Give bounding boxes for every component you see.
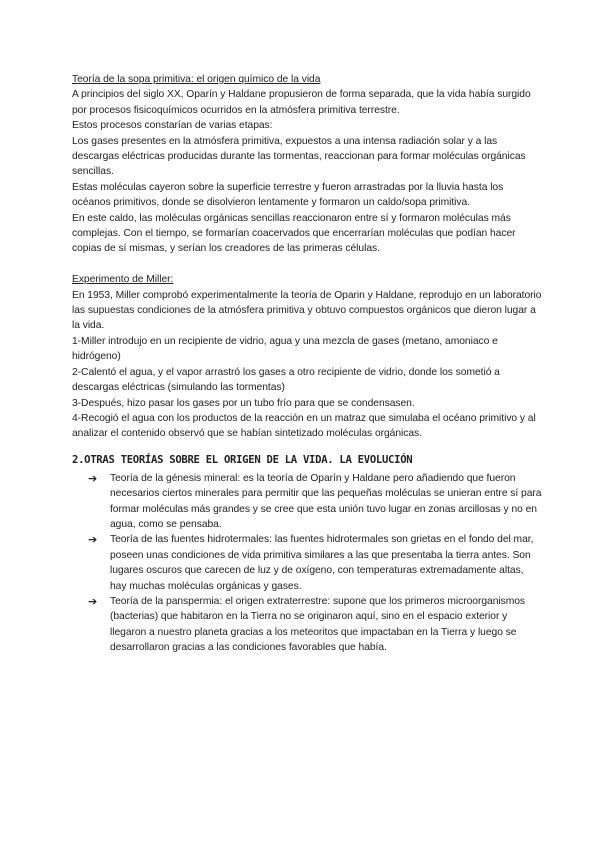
- arrow-bullet-icon: ➔: [88, 533, 98, 547]
- arrow-bullet-icon: ➔: [88, 471, 98, 485]
- section-2-title: 2.OTRAS TEORÍAS SOBRE EL ORIGEN DE LA VIDA. LA EVOLUCIÓN: [72, 453, 413, 466]
- list-item: [72, 532, 542, 594]
- sopa-paragraph-1: A principios del siglo XX, Oparín y Haldane propusieron de forma separada, que la vida había surgido por procesos fisicoquímicos ocurridos en la atmósfera primitiva terrestre.: [72, 89, 531, 116]
- miller-heading: Experimento de Miller:: [72, 274, 174, 286]
- sopa-paragraph-2: Estos procesos constarían de varias etapas:: [72, 120, 273, 132]
- theory-genesis-mineral: Teoría de la génesis mineral: es la teoría de Oparín y Haldane pero añadiendo que fueron necesarios ciertos minerales para permitir que las pequeñas moléculas se unieran entre sí para formar moléculas más grandes y se cree que esta unión tuvo lugar en zonas arcillosas y no en agua, como se pensaba.: [110, 472, 542, 530]
- arrow-bullet-icon: ➔: [88, 594, 98, 608]
- miller-step-3: 3-Después, hizo pasar los gases por un tubo frío para que se condensasen.: [72, 397, 415, 409]
- miller-step-2: 2-Calentó el agua, y el vapor arrastró los gases a otro recipiente de vidrio, donde los sometió a descargas eléctricas (simulando las tormentas): [72, 366, 500, 394]
- document-body: [72, 72, 542, 656]
- theory-panspermia: Teoría de la panspermia: el origen extraterrestre: supone que los primeros microorganismos (bacterias) que habitaron en la Tierra no se originaron aquí, sino en el espacio exterior y llegaron a nuestro planeta gracias a los meteoritos que impactaban en la Tierra y luego se desarrollaron gracias a las condiciones favorables que había.: [110, 595, 526, 654]
- list-item: [72, 471, 542, 533]
- sopa-heading: Teoría de la sopa primitiva: el origen químico de la vida: [72, 74, 321, 85]
- paragraph-spacer: [72, 257, 542, 272]
- sopa-paragraph-5: En este caldo, las moléculas orgánicas sencillas reaccionaron entre sí y formaron moléculas más complejas. Con el tiempo, se formarían coacervados que encerrarían moléculas que podían hacer copias de sí mismas, y serían los creadores de las primeras células.: [72, 212, 516, 255]
- sopa-paragraph-4: Estas moléculas cayeron sobre la superficie terrestre y fueron arrastradas por la lluvia hasta los océanos primitivos, donde se disolvieron lentamente y formaron un caldo/sopa primitiva.: [72, 181, 504, 209]
- theory-fuentes-hidrotermales: Teoría de las fuentes hidrotermales: las fuentes hidrotermales son grietas en el fondo del mar, poseen unas condiciones de vida primitiva similares a las que presentaba la tierra antes. Son lugares oscuros que carecen de luz y de oxígeno, con temperaturas extremadamente altas, hay muchas moléculas orgánicas y gases.: [110, 534, 534, 592]
- list-item: [72, 594, 542, 656]
- miller-step-4: 4-Recogió el agua con los productos de la reacción en un matraz que simulaba el océano primitivo y al analizar el contenido observó que se habían sintetizado moléculas orgánicas.: [72, 412, 536, 440]
- theories-list: [72, 471, 542, 656]
- miller-step-1: 1-Miller introdujo en un recipiente de vidrio, agua y una mezcla de gases (metano, amoniaco e hidrógeno): [72, 335, 498, 363]
- miller-paragraph-1: En 1953, Miller comprobó experimentalmente la teoría de Oparin y Haldane, reprodujo en un laboratorio las supuestas condiciones de la atmósfera primitiva y obtuvo compuestos orgánicos que dieron lugar a la vida.: [72, 289, 542, 332]
- sopa-paragraph-3: Los gases presentes en la atmósfera primitiva, expuestos a una intensa radiación solar y a las descargas eléctricas producidas durante las tormentas, reaccionan para formar moléculas orgánicas sencillas.: [72, 135, 526, 178]
